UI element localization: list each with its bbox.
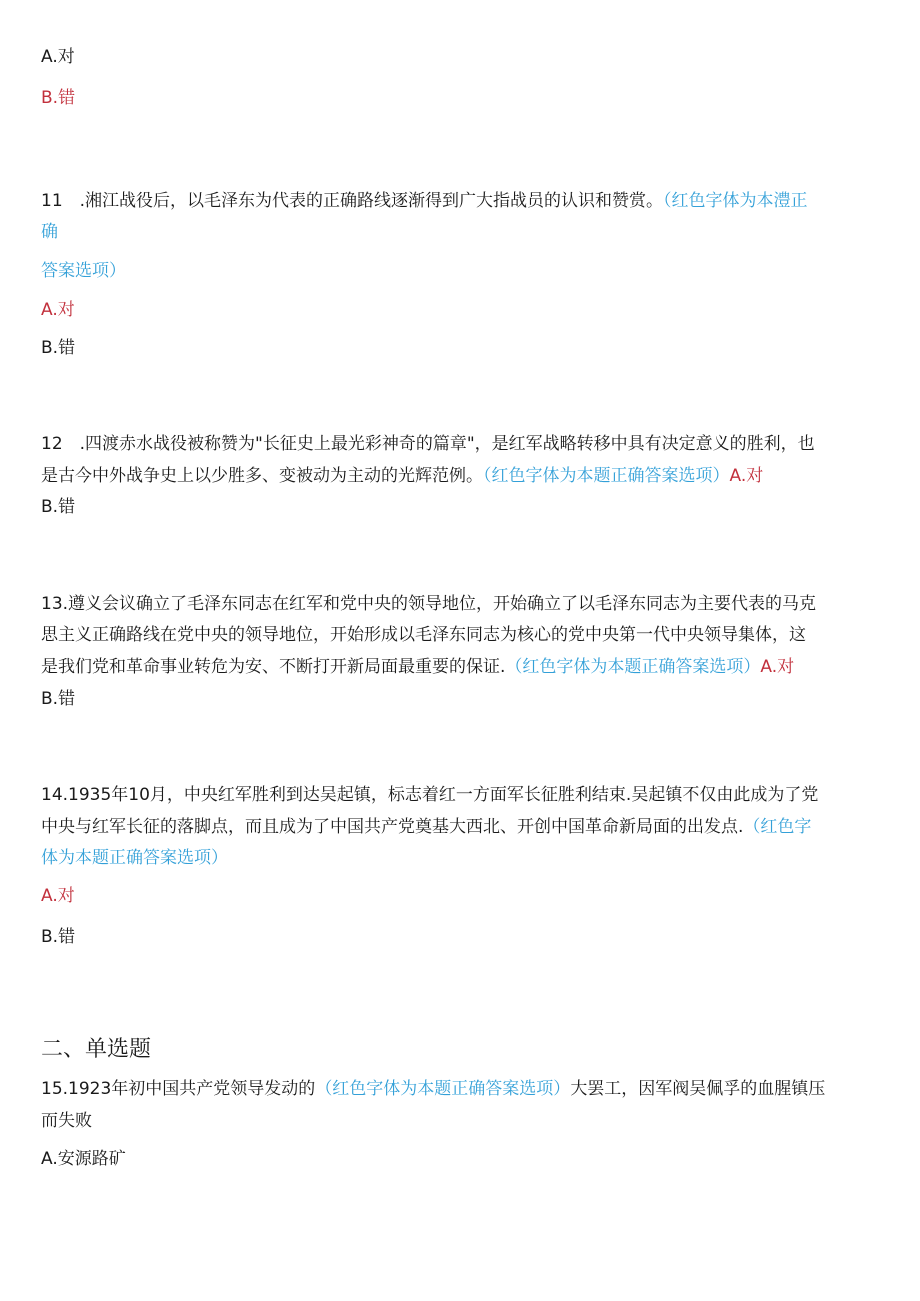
q14-question-line1: 14.1935年10月，中央红军胜利到达吴起镇，标志着红一方面军长征胜利结束.吴起镇不仅由此成为了党 (41, 785, 819, 805)
q10-option-a: A.对 (41, 47, 75, 67)
q13-text-line3: 是我们党和革命事业转危为安、不断打开新局面最重要的保证. (41, 657, 506, 677)
q12-question-line2 (41, 461, 886, 492)
q12-note: （红色字体为本题正确答案选项） (483, 466, 730, 486)
q10-option-b-answer: B.错 (41, 88, 76, 108)
q11-option-b: B.错 (41, 338, 76, 358)
section-heading-single-choice: 二、单选题 (41, 1037, 152, 1062)
q15-note: （红色字体为本题正确答案选项） (315, 1079, 571, 1099)
q13-question-line1: 13.遵义会议确立了毛泽东同志在红军和党中央的领导地位，开始确立了以毛泽东同志为主要代表的马克 (41, 594, 817, 614)
q13-note: （红色字体为本题正确答案选项） (505, 657, 761, 677)
q14-note-part2: 体为本题正确答案选项） (41, 848, 228, 868)
q14-question-line2 (41, 812, 886, 843)
q13-question-line3 (41, 652, 886, 683)
q15-text-post: 大罢工，因军阀吴佩孚的血腥镇压 (570, 1079, 826, 1099)
q11-note-part1: （红色字体为本澧正 (663, 191, 808, 211)
q14-note-part1: （红色字 (743, 817, 812, 837)
q14-text-line2: 中央与红军长征的落脚点，而且成为了中国共产党奠基大西北、开创中国革命新局面的出发点. (41, 817, 744, 837)
q15-question-line2: 而失败 (41, 1111, 92, 1131)
q13-option-b: B.错 (41, 689, 76, 709)
q11-text: 11 .湘江战役后，以毛泽东为代表的正确路线逐渐得到广大指战员的认识和赞赏。 (41, 191, 664, 211)
q12-option-b: B.错 (41, 497, 76, 517)
q12-text-line2: 是古今中外战争史上以少胜多、变被动为主动的光辉范例。 (41, 466, 483, 486)
q12-option-a-answer: A.对 (729, 466, 764, 486)
q11-note-part3: 答案选项） (41, 261, 126, 281)
q12-question-line1: 12 .四渡赤水战役被称赞为"长征史上最光彩神奇的篇章"，是红军战略转移中具有决定意义的胜利，也 (41, 434, 815, 454)
q14-option-a-answer: A.对 (41, 886, 75, 906)
q14-option-b: B.错 (41, 927, 76, 947)
q11-question-line1 (41, 186, 886, 217)
q11-option-a-answer: A.对 (41, 300, 75, 320)
q11-note-part2: 确 (41, 222, 58, 242)
q13-question-line2: 思主义正确路线在党中央的领导地位，开始形成以毛泽东同志为核心的党中央第一代中央领导集体，这 (41, 625, 806, 645)
q15-question-line1 (41, 1074, 886, 1105)
q15-option-a: A.安源路矿 (41, 1149, 126, 1169)
q13-option-a-answer: A.对 (760, 657, 795, 677)
q15-text-pre: 15.1923年初中国共产党领导发动的 (41, 1079, 316, 1099)
